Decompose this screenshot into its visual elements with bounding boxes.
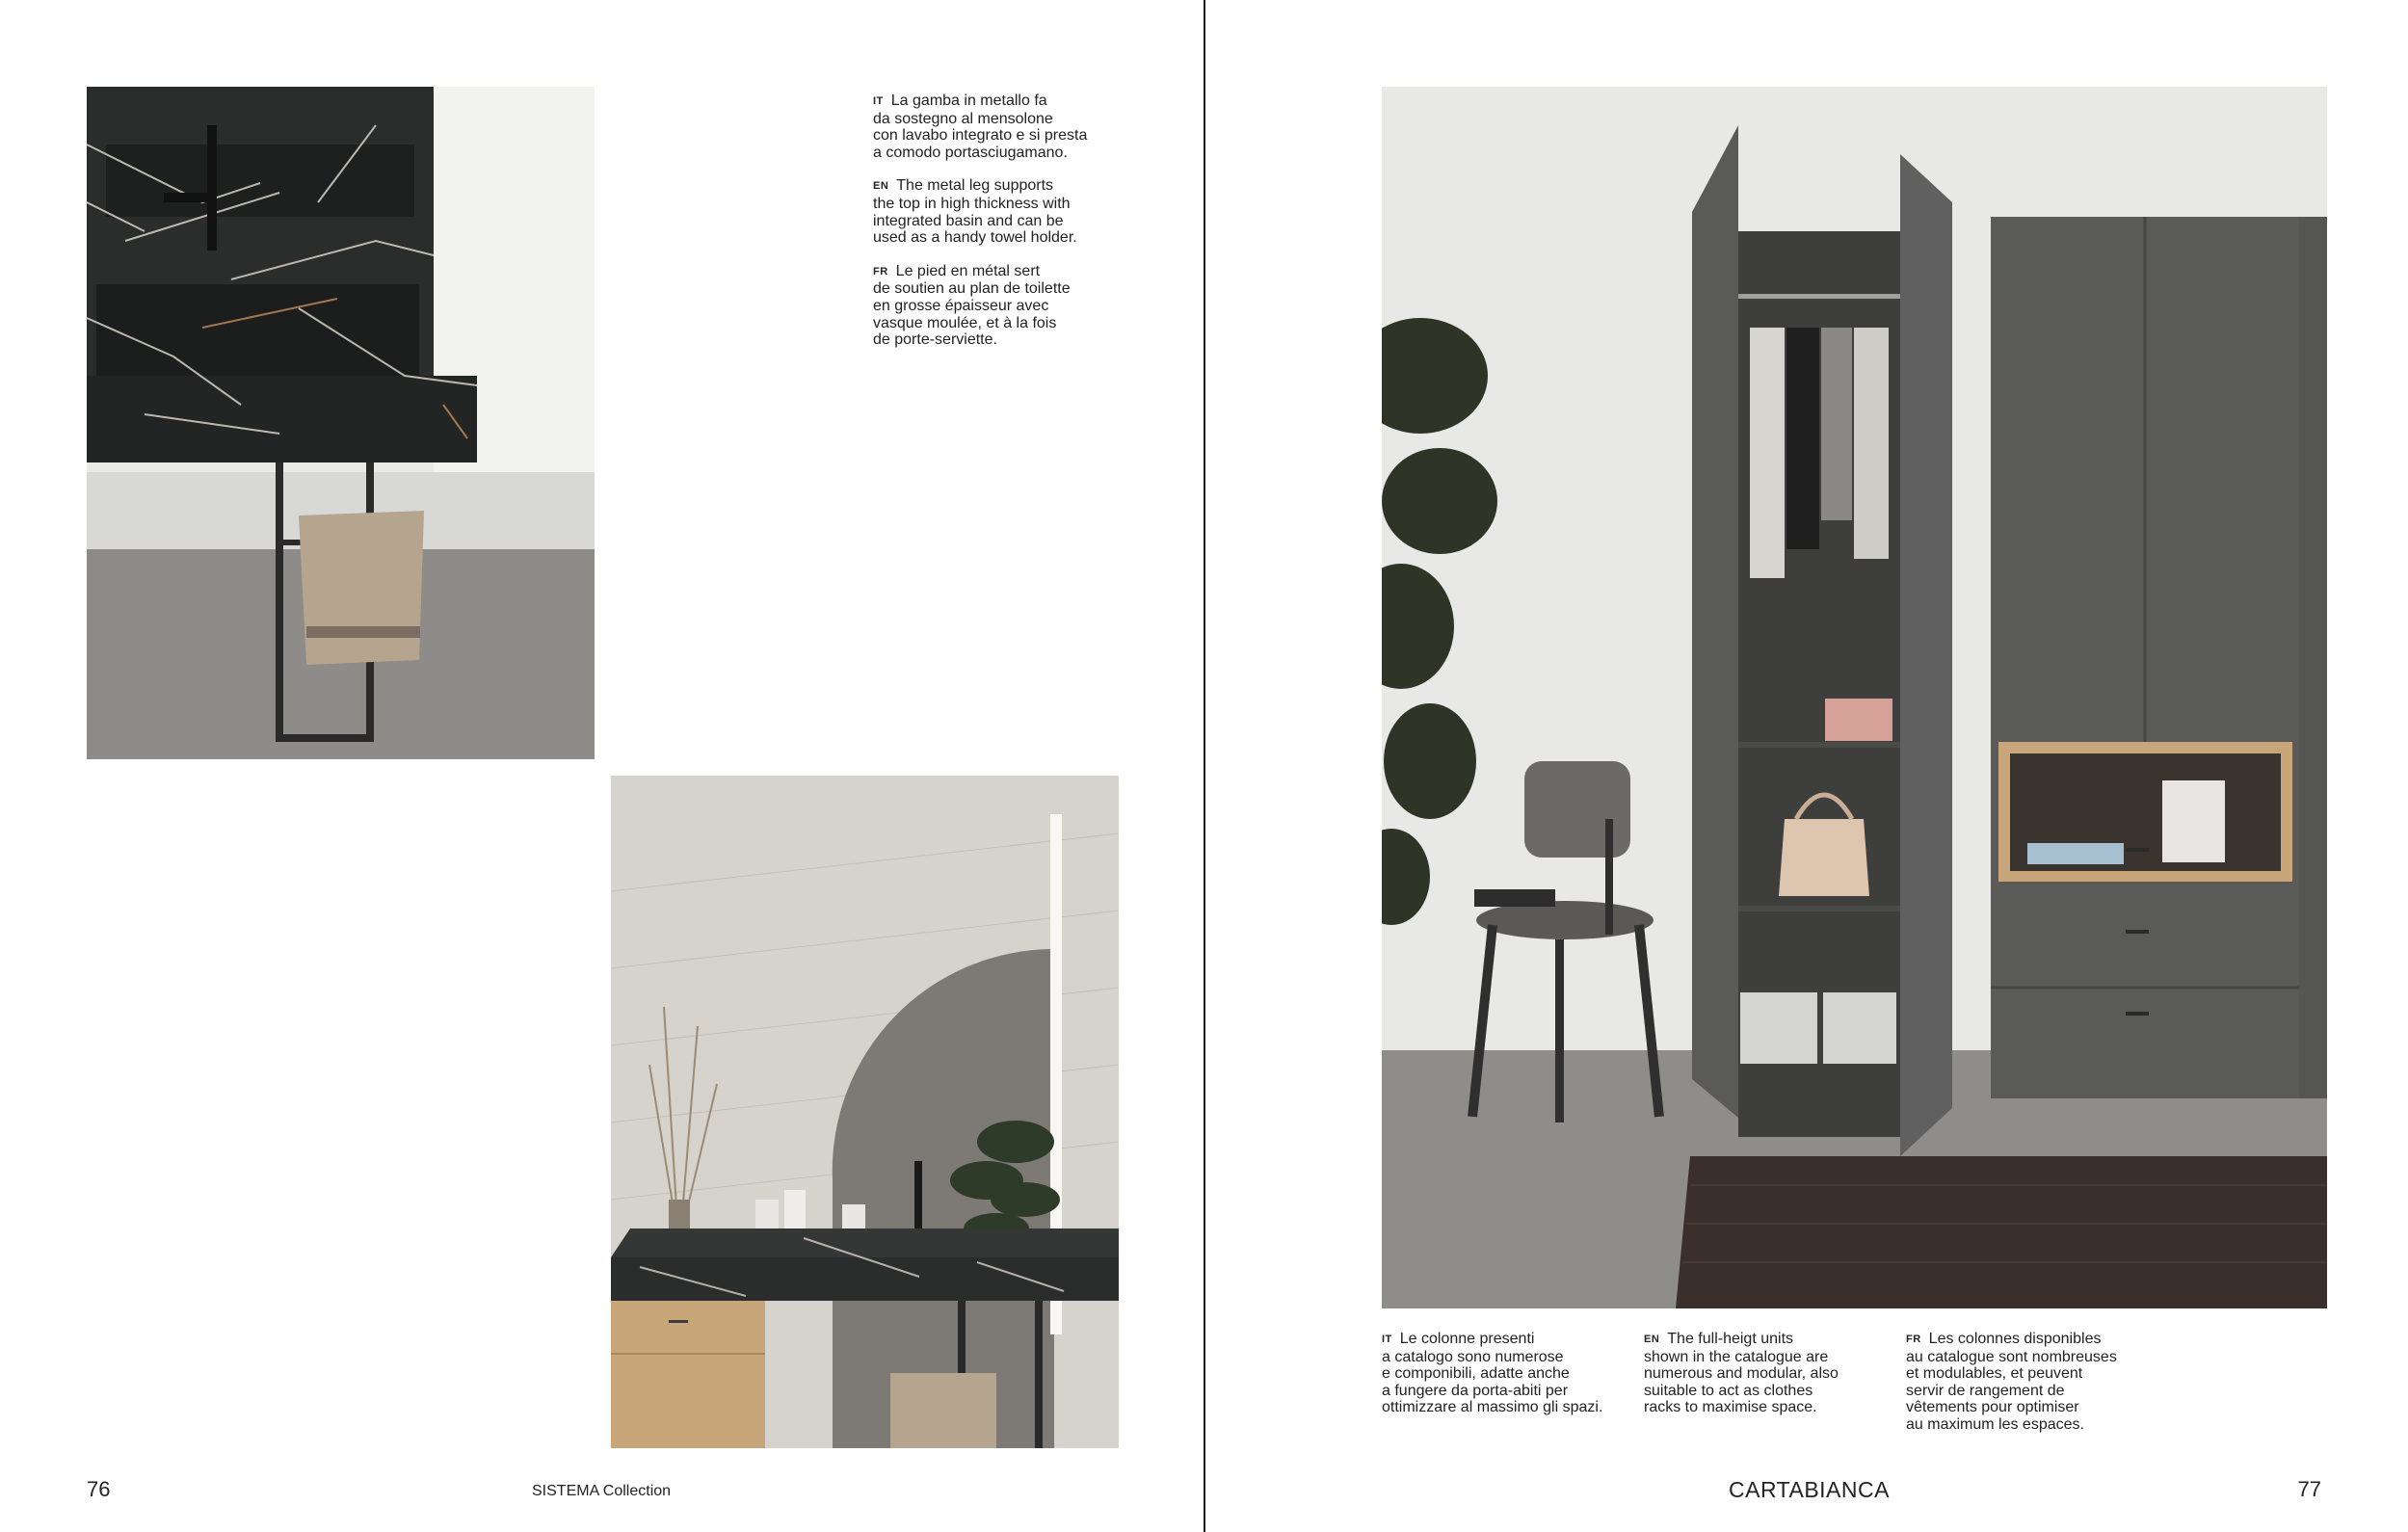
caption-metal-leg	[873, 92, 1124, 365]
caption-text-en: The metal leg supports the top in high thickness with integrated basin and can be used as a handy towel holder.	[873, 177, 1077, 247]
caption-paragraph-fr	[1906, 1331, 2147, 1434]
language-code-it: IT	[1382, 1334, 1392, 1345]
caption-text-en: The full-heigt units shown in the catalogue are numerous and modular, also suitable to act as clothes racks to maximise space.	[1644, 1331, 1839, 1416]
language-code-fr: FR	[873, 265, 888, 277]
caption-full-height-units-fr	[1906, 1331, 2147, 1450]
language-code-it: IT	[873, 95, 884, 107]
caption-text-fr: Le pied en métal sert de soutien au plan de toilette en grosse épaisseur avec vasque moulée, et à la fois de porte-serviette.	[873, 262, 1071, 349]
caption-paragraph-en	[1644, 1331, 1875, 1416]
caption-paragraph-en	[873, 177, 1124, 246]
footer-brand-name: CARTABIANCA	[1729, 1477, 1890, 1502]
page-number-right: 77	[2297, 1477, 2321, 1501]
caption-full-height-units-en	[1644, 1331, 1875, 1433]
page-number-left: 76	[87, 1477, 111, 1501]
photo-wardrobe-illustration	[1382, 87, 2327, 1308]
caption-paragraph-fr	[873, 263, 1124, 349]
caption-paragraph-it	[873, 92, 1124, 161]
language-code-fr: FR	[1906, 1334, 1921, 1345]
photo-vanity-illustration	[611, 776, 1119, 1448]
language-code-en: EN	[873, 180, 889, 193]
photo-vanity-arch-mirror	[611, 776, 1119, 1448]
caption-full-height-units-it	[1382, 1331, 1632, 1433]
photo-wardrobe-scene	[1382, 87, 2327, 1308]
photo-marble-basin-illustration	[87, 87, 595, 759]
caption-paragraph-it	[1382, 1331, 1632, 1416]
caption-text-fr: Les colonnes disponibles au catalogue sont nombreuses et modulables, et peuvent servir de rangement de vêtements pour optimiser au maximum les espaces.	[1906, 1331, 2117, 1433]
language-code-en: EN	[1644, 1334, 1660, 1345]
caption-text-it: La gamba in metallo fa da sostegno al mensolone con lavabo integrato e si presta a comodo portasciugamano.	[873, 92, 1088, 161]
footer-collection-name: SISTEMA Collection	[532, 1483, 672, 1499]
caption-text-it: Le colonne presenti a catalogo sono numerose e componibili, adatte anche a fungere da porta-abiti per ottimizzare al massimo gli spazi.	[1382, 1331, 1603, 1416]
photo-marble-basin-closeup	[87, 87, 595, 759]
spread-fold-line	[1204, 0, 1205, 1532]
